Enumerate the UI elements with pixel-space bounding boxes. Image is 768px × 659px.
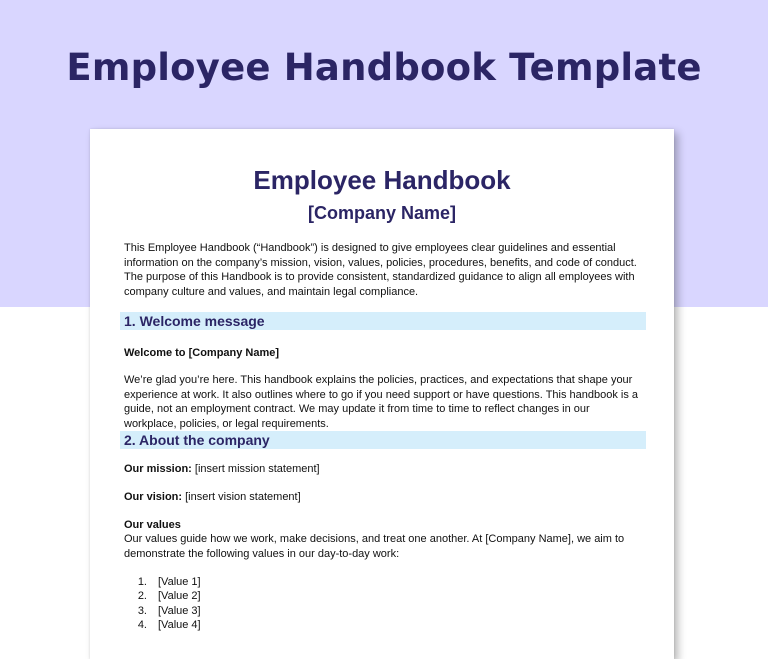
list-item-number: 2.: [137, 590, 147, 603]
document-title: Employee Handbook: [253, 165, 511, 195]
list-item: [124, 589, 201, 603]
intro-paragraph: This Employee Handbook (“Handbook”) is designed to give employees clear guidelines and essential information on the company’s mission, vision, values, policies, procedures, benefits, and code of conduct. The purpose of this Handbook is to provide consistent, standardized guidance to align all employees with company culture and values, and maintain legal compliance.: [124, 242, 637, 298]
mission-line: [124, 462, 644, 477]
welcome-paragraph: We’re glad you’re here. This handbook explains the policies, practices, and expectations that shape your experience at work. It also outlines where to go if you need support or have questions. This handbook is a guide, not an employment contract. We may update it from time to time to reflect changes in our workplace, policies, or legal requirements.: [124, 374, 639, 430]
banner-title: Employee Handbook Template: [66, 46, 702, 89]
list-item: [124, 575, 201, 589]
list-item-text: [Value 3]: [158, 604, 201, 617]
list-item-number: 4.: [137, 619, 147, 632]
list-item-number: 1.: [137, 576, 147, 588]
values-list: [124, 575, 201, 633]
list-item-text: [Value 2]: [158, 590, 201, 603]
list-item-number: 3.: [137, 604, 147, 617]
vision-value: [insert vision statement]: [182, 491, 301, 503]
values-paragraph: Our values guide how we work, make decisions, and treat one another. At [Company Name], we aim to demonstrate the following values in our day-to-day work:: [124, 533, 625, 560]
list-item-text: [Value 4]: [158, 619, 201, 632]
section-heading-welcome: 1. Welcome message: [120, 312, 646, 330]
mission-label: Our mission:: [124, 463, 192, 475]
vision-label: Our vision:: [124, 491, 183, 503]
list-item-text: [Value 1]: [158, 576, 201, 588]
values-label: Our values: [124, 519, 181, 531]
list-item: [124, 618, 201, 632]
document-subtitle: [Company Name]: [307, 203, 457, 223]
document-page: [90, 129, 674, 659]
section-heading-about: 2. About the company: [120, 431, 646, 449]
vision-line: [124, 490, 644, 505]
mission-value: [insert mission statement]: [191, 463, 320, 475]
welcome-label: Welcome to [Company Name]: [124, 347, 280, 359]
list-item: [124, 604, 201, 618]
